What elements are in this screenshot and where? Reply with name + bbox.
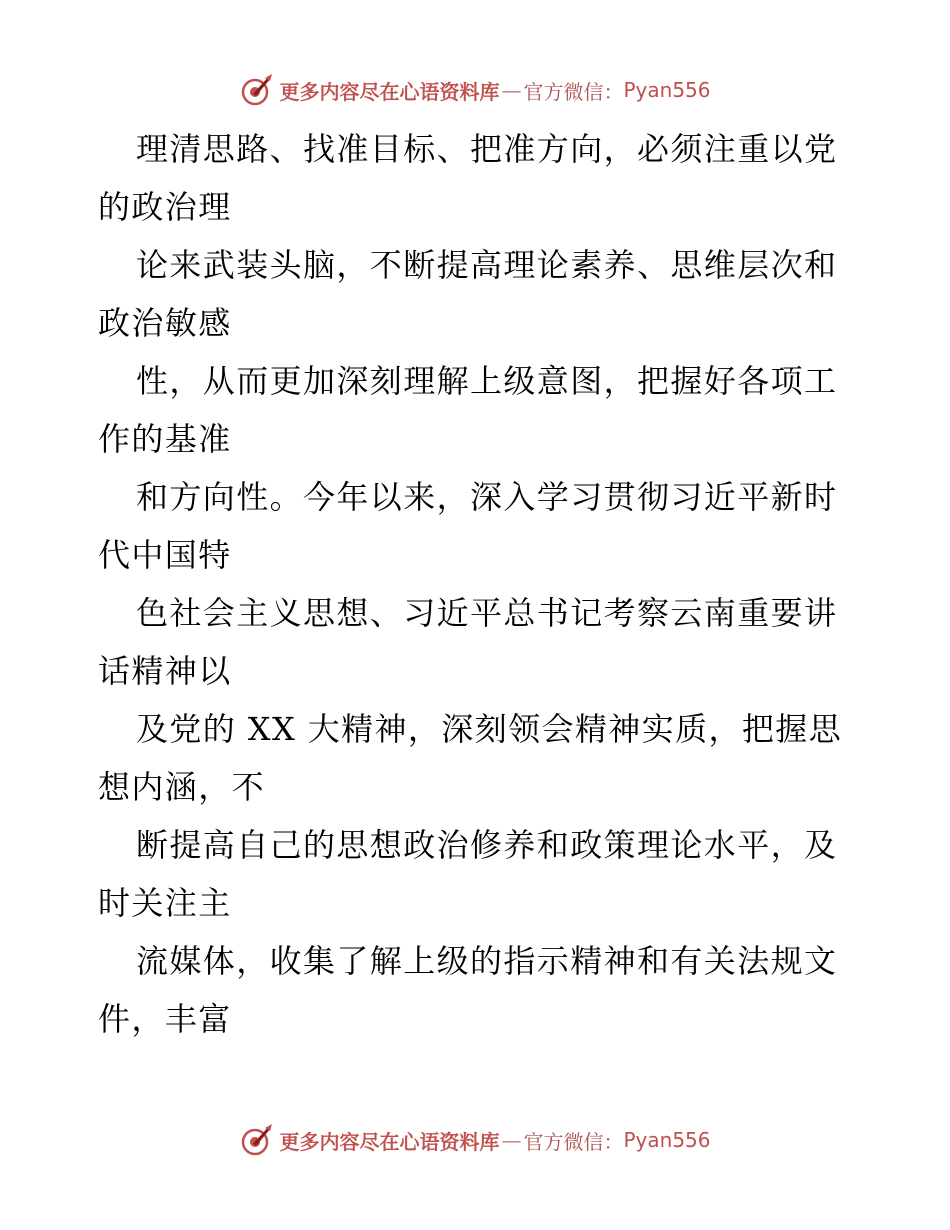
quill-logo-icon [239,1122,275,1158]
watermark-main-text: 更多内容尽在心语资料库 [279,79,500,104]
body-text-line: 件，丰富 [98,1000,232,1038]
quill-logo-icon [239,72,275,108]
body-text-line: 色社会主义思想、习近平总书记考察云南重要讲 [136,594,838,632]
watermark-wechat-id: Pyan556 [623,1128,711,1152]
watermark-main-text: 更多内容尽在心语资料库 [279,1129,500,1154]
body-text-line: 及党的 XX 大精神，深刻领会精神实质，把握思 [136,710,843,748]
body-text-line: 时关注主 [98,884,232,922]
header-watermark [0,70,950,110]
watermark-label: 官方微信： [523,1129,624,1154]
body-text-line: 想内涵，不 [98,768,266,806]
watermark-dash: — [501,1128,522,1152]
body-text-line: 断提高自己的思想政治修养和政策理论水平，及 [136,826,838,864]
body-text-line: 和方向性。今年以来，深入学习贯彻习近平新时 [136,478,838,516]
body-text-line: 论来武装头脑，不断提高理论素养、思维层次和 [136,246,838,284]
body-text-line: 政治敏感 [98,304,232,342]
body-text-line: 话精神以 [98,652,232,690]
document-body [98,120,858,1048]
watermark-wechat-id: Pyan556 [623,78,711,102]
body-text-line: 作的基准 [98,420,232,458]
body-text-line: 流媒体，收集了解上级的指示精神和有关法规文 [136,942,838,980]
body-text-line: 的政治理 [98,188,232,226]
watermark-dash: — [501,78,522,102]
body-text-line: 性，从而更加深刻理解上级意图，把握好各项工 [136,362,838,400]
footer-watermark [0,1120,950,1160]
watermark-label: 官方微信： [523,79,624,104]
body-text-line: 理清思路、找准目标、把准方向，必须注重以党 [136,130,838,168]
body-text-line: 代中国特 [98,536,232,574]
